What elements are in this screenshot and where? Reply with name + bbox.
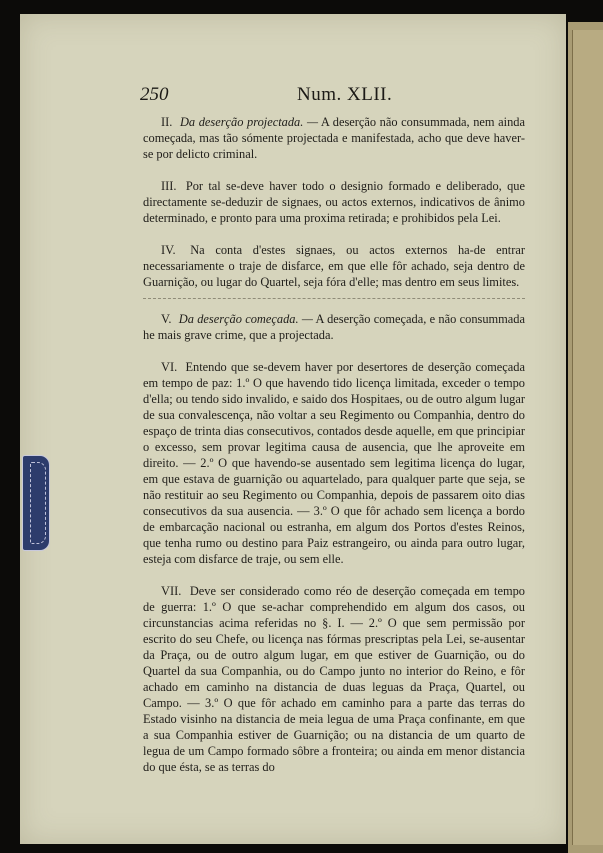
paragraph-body: Na conta d'estes signaes, ou actos externos ha-de entrar necessariamente o traje de disfarce, em que elle fôr achado, seja dentro de Guarnição, ou lugar do Quartel, seja fóra d'elle; mas dentro em seus limites. xyxy=(143,243,525,289)
paragraph-body: Deve ser considerado como réo de deserção começada em tempo de guerra: 1.º O que se-achar comprehendido em algum dos casos, ou circunstancias acima referidas no §. I. — 2.º O que sem permissão por escrito do seu Chefe, ou licença nas fórmas prescriptas pela Lei, se-ausentar da Praça, ou de outro algum lugar, em que estiver de Guarnição, ou do Quartel da sua Companhia, ou do Campo junto no interior do Reino, e fôr achado em caminho na distancia de duas leguas da Praça, Quartel, ou Campo. — 3.º O que fôr achado em caminho para a parte das terras do Estado visinho na distancia de meia legua de uma Praça confinante, em que a sua Companhia estiver de Guarnição; ou na distancia de um quarto de legua de um Campo formado sôbre a fronteira; ou ainda em menor distancia do que ésta, se as terras do xyxy=(143,584,525,774)
paragraph-body: Entendo que se-devem haver por desertores de deserção começada em tempo de paz: 1.º O que havendo tido licença limitada, exceder o tempo d'ella; ou tendo sido invalido, e saido dos Hospitaes, ou de outro algum lugar de sua convalescença, não voltar a seu Regimento ou Companhia, dentro do espaço de trinta dias consecutivos, contados desde aquelle, em que principiar o excesso, sem provar legitima causa de ausencia, que lhe aproveite em direito. — 2.º O que havendo-se ausentado sem legitima licença do lugar, em que estava de guarnição ou aquartelado, para qualquer parte que seja, se não restituir ao seu Regimento ou Companhia, depois de passarem oito dias consecutivos da sua ausencia. — 3.º O que fôr achado sem licença a bordo de embarcação nacional ou estranha, em algum dos Portos d'estes Reinos, que tenha rumo ou destino para Paiz estrangeiro, ou ainda para outro lugar, esteja com disfarce de traje, ou sem elle. xyxy=(143,360,525,566)
paragraph-number: V. xyxy=(161,312,172,326)
next-page-edge-inner xyxy=(572,30,603,845)
paragraph-ii xyxy=(143,114,525,162)
page-header xyxy=(140,84,520,108)
paragraph-v xyxy=(143,311,525,343)
paragraph-heading: Da deserção projectada. — xyxy=(179,115,318,129)
paragraph-vi xyxy=(143,359,525,567)
body-text xyxy=(143,114,525,791)
page-number: 250 xyxy=(140,84,169,105)
running-head: Num. XLII. xyxy=(297,84,393,105)
paragraph-number: IV. xyxy=(161,243,176,257)
paragraph-number: VII. xyxy=(161,584,182,598)
binding-stitching xyxy=(30,462,46,544)
paragraph-body: A deserção começada, e não consummada he mais grave crime, que a projectada. xyxy=(143,312,526,342)
paragraph-body: Por tal se-deve haver todo o designio formado e deliberado, que directamente se-deduzir de signaes, ou actos externos, indicativos de ânimo determinado, e pronto para uma proxima retirada; e prohibidos pela Lei. xyxy=(143,179,525,225)
paragraph-number: III. xyxy=(161,179,177,193)
paragraph-iii xyxy=(143,178,525,226)
paragraph-number: II. xyxy=(161,115,173,129)
paragraph-vii xyxy=(143,583,525,775)
section-divider xyxy=(143,298,525,300)
paragraph-heading: Da deserção começada. — xyxy=(178,312,313,326)
paragraph-body: A deserção não consummada, nem ainda começada, mas tão sómente projectada e manifestada, acho que deve haver-se por delicto criminal. xyxy=(143,115,525,161)
paragraph-number: VI. xyxy=(161,360,178,374)
paragraph-iv xyxy=(143,242,525,290)
